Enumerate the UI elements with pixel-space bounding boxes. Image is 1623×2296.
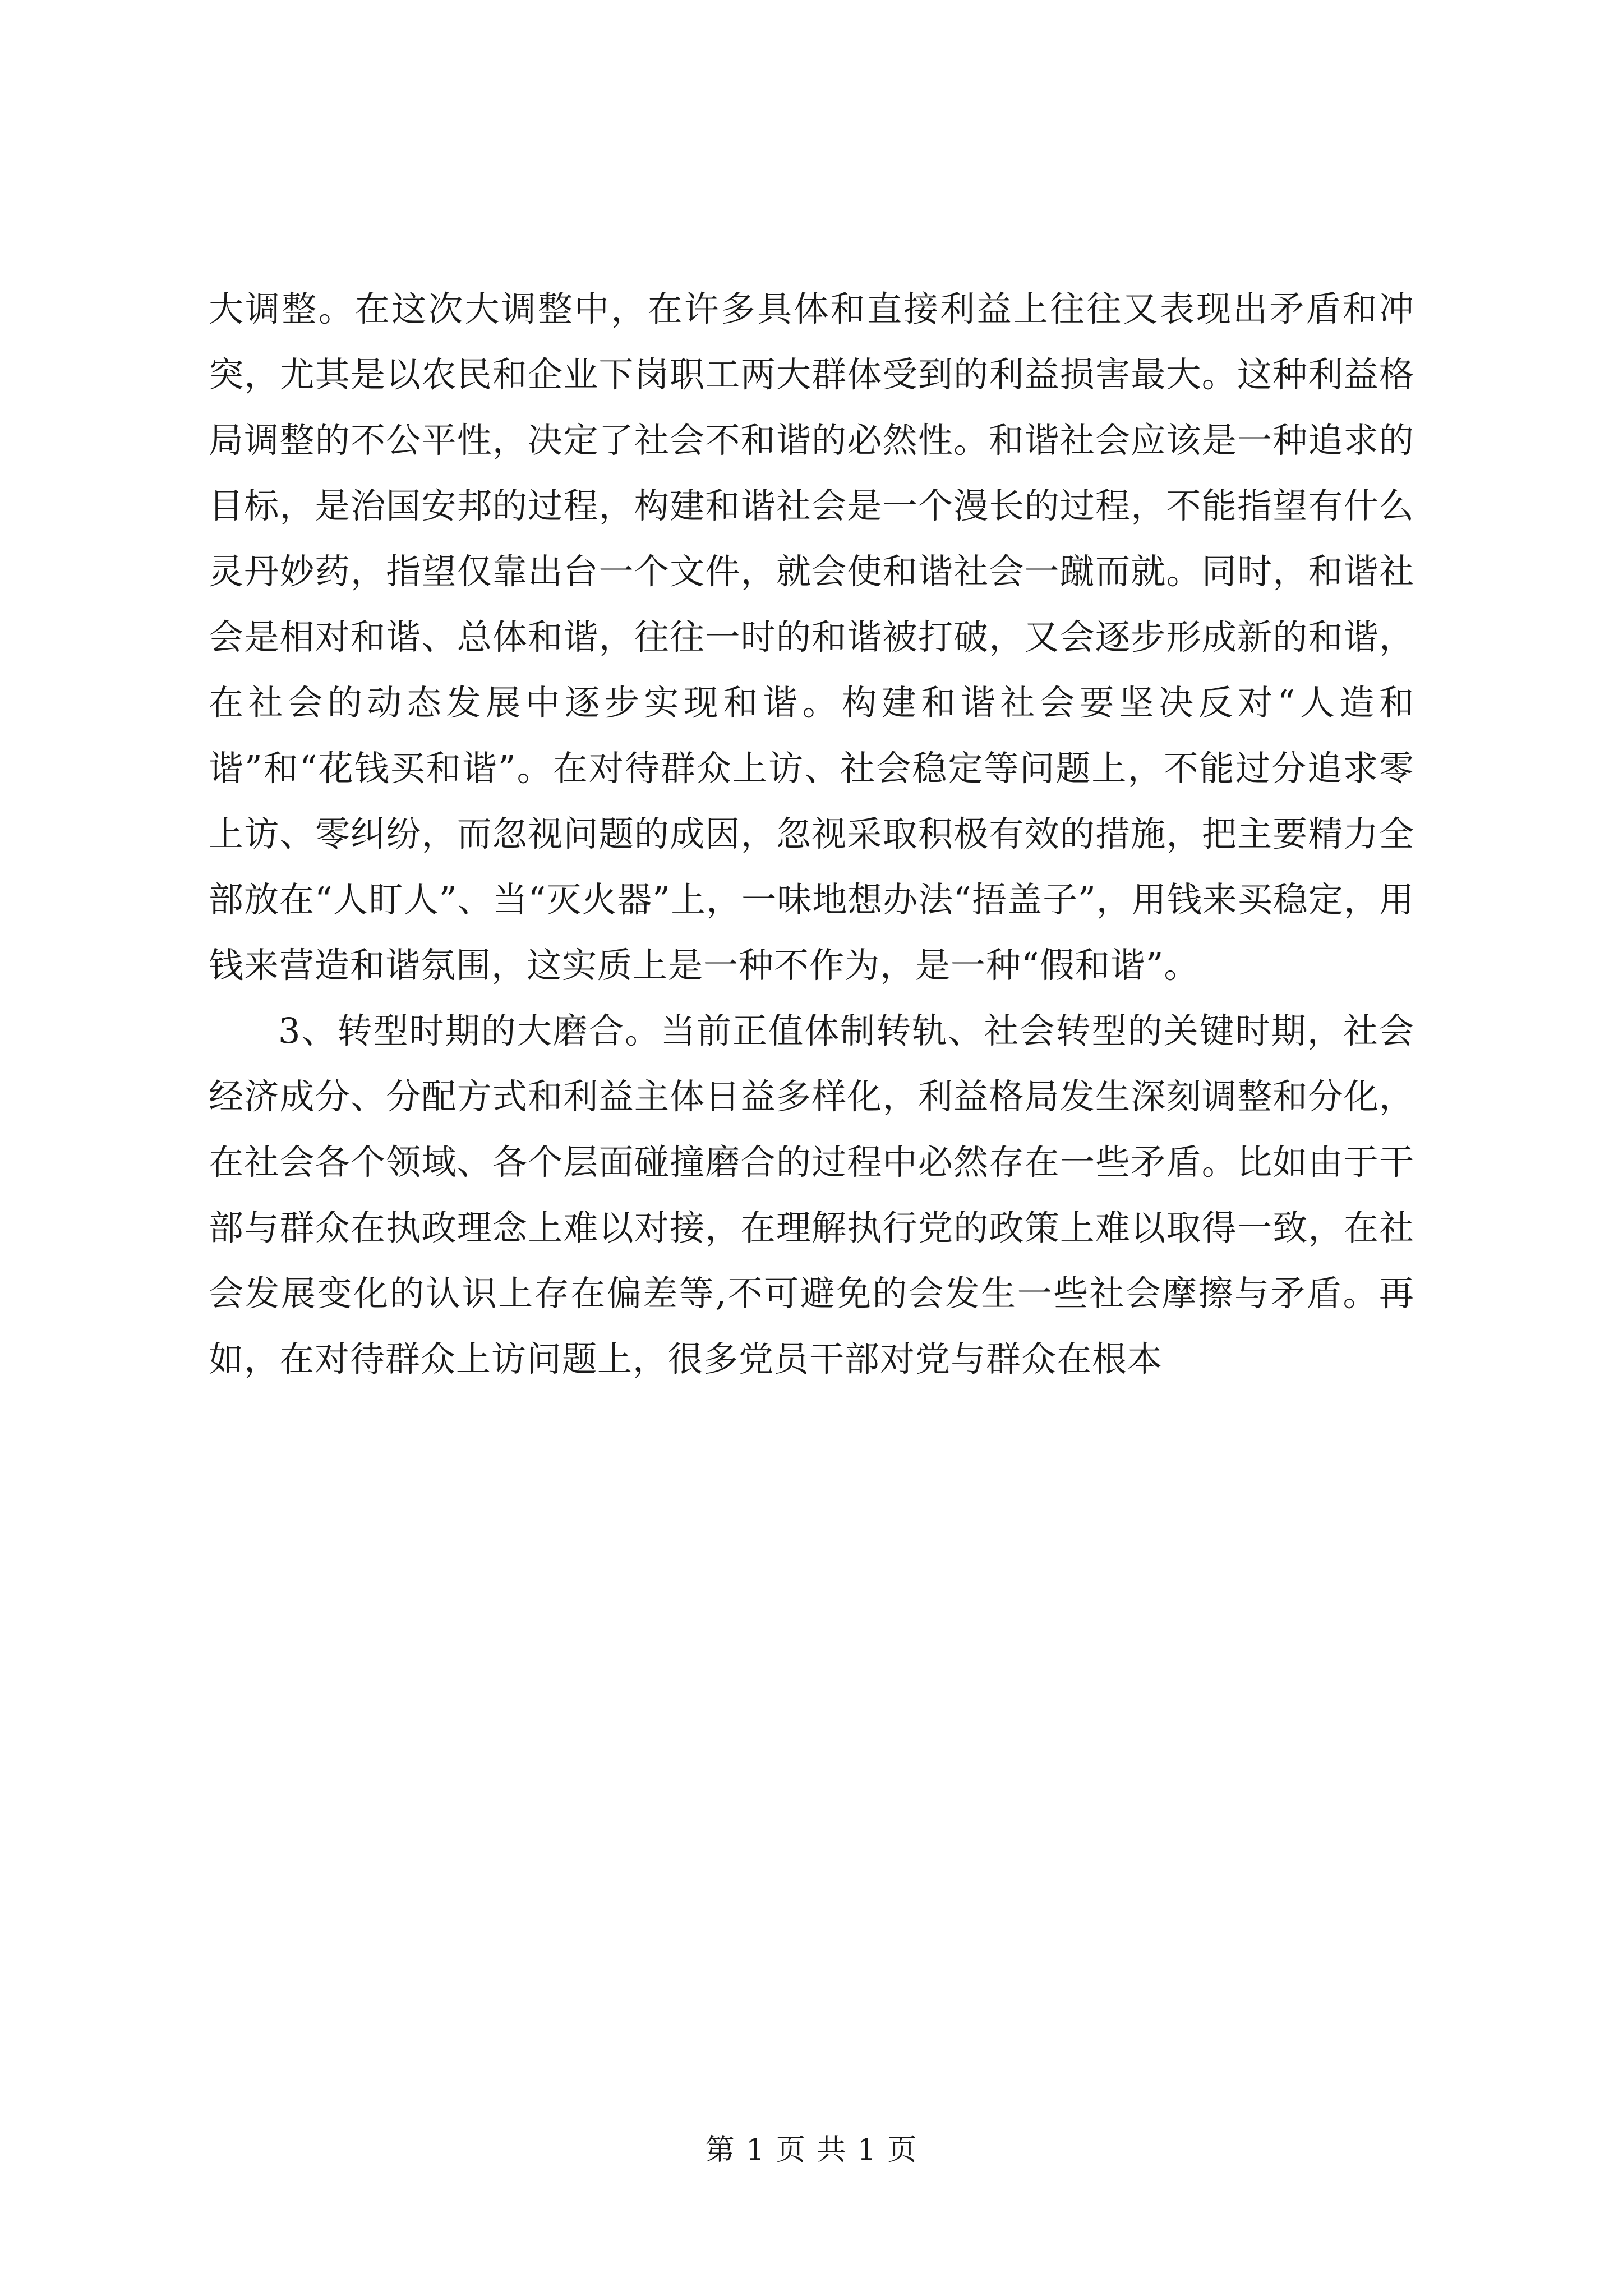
page-footer: 第 1 页 共 1 页 [705, 2133, 918, 2167]
paragraph-1: 大调整。在这次大调整中，在许多具体和直接利益上往往又表现出矛盾和冲突，尤其是以农民和企业下岗职工两大群体受到的利益损害最大。这种利益格局调整的不公平性，决定了社会不和谐的必然性。和谐社会应该是一种追求的目标，是治国安邦的过程，构建和谐社会是一个漫长的过程，不能指望有什么灵丹妙药，指望仅靠出台一个文件，就会使和谐社会一蹴而就。同时，和谐社会是相对和谐、总体和谐，往往一时的和谐被打破，又会逐步形成新的和谐，在社会的动态发展中逐步实现和谐。构建和谐社会要坚决反对“人造和谐”和“花钱买和谐”。在对待群众上访、社会稳定等问题上，不能过分追求零上访、零纠纷，而忽视问题的成因，忽视采取积极有效的措施，把主要精力全部放在“人盯人”、当“灭火器”上，一味地想办法“捂盖子”，用钱来买稳定，用钱来营造和谐氛围，这实质上是一种不作为，是一种“假和谐”。 [209, 288, 1414, 986]
paragraph-2: 3、转型时期的大磨合。当前正值体制转轨、社会转型的关键时期，社会经济成分、分配方式和利益主体日益多样化，利益格局发生深刻调整和分化，在社会各个领域、各个层面碰撞磨合的过程中必然存在一些矛盾。比如由于干部与群众在执政理念上难以对接，在理解执行党的政策上难以取得一致，在社会发展变化的认识上存在偏差等,不可避免的会发生一些社会摩擦与矛盾。再如，在对待群众上访问题上，很多党员干部对党与群众在根本 [209, 1010, 1414, 1379]
document-body [209, 276, 1414, 1392]
